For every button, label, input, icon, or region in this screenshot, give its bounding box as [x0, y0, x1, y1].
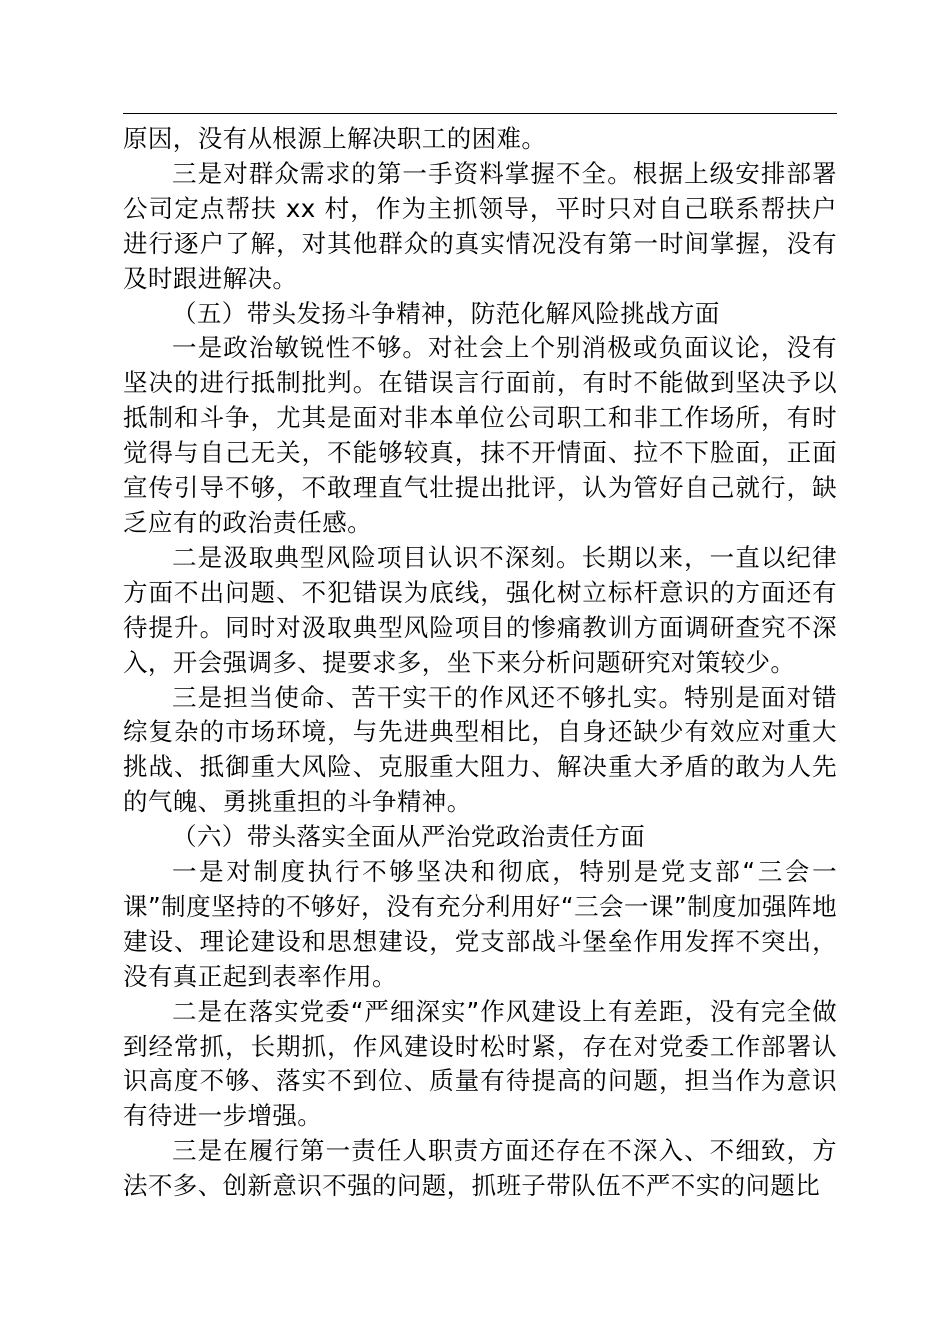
section-heading-six: （六）带头落实全面从严治党政治责任方面	[172, 822, 646, 852]
paragraph-mass-needs: 三是对群众需求的第一手资料掌握不全。根据上级安排部署公司定点帮扶 xx 村，作为主抓领导，平时只对自己联系帮扶户进行逐户了解，对其他群众的真实情况没有第一时间掌握，没有及时跟进解决。	[123, 158, 837, 293]
document-body	[123, 122, 837, 1204]
paragraph-work-style: 三是担当使命、苦干实干的作风还不够扎实。特别是面对错综复杂的市场环境，与先进典型相比，自身还缺少有效应对重大挑战、抵御重大风险、克服重大阻力、解决重大矛盾的敢为人先的气魄、勇挑重担的斗争精神。	[123, 682, 837, 817]
paragraph-first-responsibility: 三是在履行第一责任人职责方面还存在不深入、不细致，方法不多、创新意识不强的问题，抓班子带队伍不严不实的问题比	[123, 1136, 837, 1201]
header-rule	[123, 113, 837, 114]
paragraph-continuation: 原因，没有从根源上解决职工的困难。	[123, 124, 547, 153]
paragraph-risk-projects: 二是汲取典型风险项目认识不深刻。长期以来，一直以纪律方面不出问题、不犯错误为底线，强化树立标杆意识的方面还有待提升。同时对汲取典型风险项目的惨痛教训方面调研查究不深入，开会强调多、提要求多，坐下来分析问题研究对策较少。	[123, 542, 837, 677]
paragraph-system-execution: 一是对制度执行不够坚决和彻底，特别是党支部“三会一课”制度坚持的不够好，没有充分利用好“三会一课”制度加强阵地建设、理论建设和思想建设，党支部战斗堡垒作用发挥不突出，没有真正起到表率作用。	[123, 857, 837, 991]
paragraph-party-committee: 二是在落实党委“严细深实”作风建设上有差距，没有完全做到经常抓，长期抓，作风建设时松时紧，存在对党委工作部署认识高度不够、落实不到位、质量有待提高的问题，担当作为意识有待进一步增强。	[123, 996, 837, 1131]
paragraph-political-sensitivity: 一是政治敏锐性不够。对社会上个别消极或负面议论，没有坚决的进行抵制批判。在错误言行面前，有时不能做到坚决予以抵制和斗争，尤其是面对非本单位公司职工和非工作场所，有时觉得与自己无关，不能够较真，抹不开情面、拉不下脸面，正面宣传引导不够，不敢理直气壮提出批评，认为管好自己就行，缺乏应有的政治责任感。	[123, 333, 837, 537]
section-heading-five: （五）带头发扬斗争精神，防范化解风险挑战方面	[172, 298, 720, 328]
